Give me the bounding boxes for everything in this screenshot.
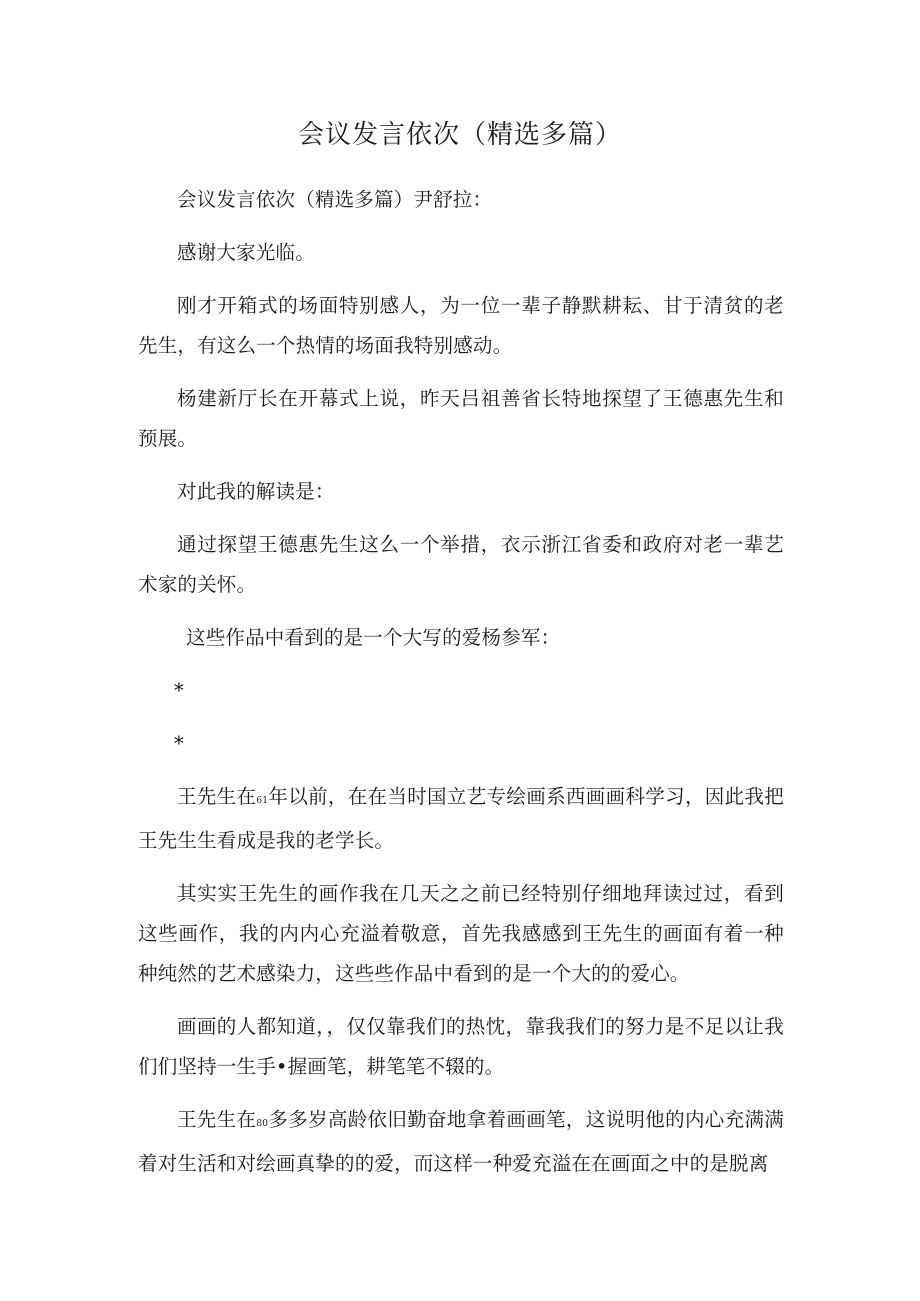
- paragraph-8-number: 61: [256, 796, 269, 806]
- paragraph-6: 通过探望王德惠先生这么一个举措，衣示浙江省委和政府对老一辈艺术家的关怀。: [138, 533, 784, 596]
- paragraph-5: 对此我的解读是：: [177, 480, 335, 503]
- document-body: [138, 180, 784, 1197]
- paragraph-8-part-b: 年以前，在在当时国立艺专绘画系西画画科学习，因此我把王先生生看成是我的老学长。: [138, 785, 784, 852]
- paragraph-8: [138, 777, 784, 861]
- paragraph-2: 感谢大家光临。: [177, 241, 315, 264]
- asterisk-2: *: [174, 732, 184, 755]
- paragraph-11-part-b: 多多岁高龄依旧勤奋地拿着画画笔，这说明他的内心充满满着对生活和对绘画真挚的的爱，而这样一种爱充溢在在画面之中的是脱离: [138, 1108, 784, 1175]
- paragraph-4: 杨建新厅长在开幕式上说，昨天吕祖善省长特地探望了王德惠先生和预展。: [138, 387, 784, 450]
- paragraph-11-number: 80: [256, 1119, 269, 1129]
- paragraph-8-part-a: 王先生在: [177, 785, 257, 808]
- paragraph-9: 其实实王先生的画作我在几天之之前已经特别仔细地拜读过过，看到这些画作，我的内内心充溢着敬意，首先我感感到王先生的画面有着一种种纯然的艺术感染力，这些些作品中看到的是一个大的的爱心。: [138, 882, 784, 985]
- paragraph-11: [138, 1100, 784, 1184]
- paragraph-1: 会议发言依次（精选多篇）尹舒拉：: [177, 188, 493, 211]
- paragraph-7: 这些作品中看到的是一个大写的爱杨参军：: [186, 626, 561, 649]
- paragraph-3: 刚才开箱式的场面特别感人，为一位一辈子静默耕耘、甘于清贫的老先生，有这么一个热情的场面我特别感动。: [138, 294, 784, 357]
- asterisk-1: *: [174, 679, 184, 702]
- paragraph-11-part-a: 王先生在: [177, 1108, 257, 1131]
- document-title: 会议发言依次（精选多篇）: [297, 120, 622, 150]
- paragraph-10: 画画的人都知道，，仅仅靠我们的热忱，靠我我们的努力是不足以让我们们坚持一生手•握画笔，耕笔笔不辍的。: [138, 1015, 784, 1078]
